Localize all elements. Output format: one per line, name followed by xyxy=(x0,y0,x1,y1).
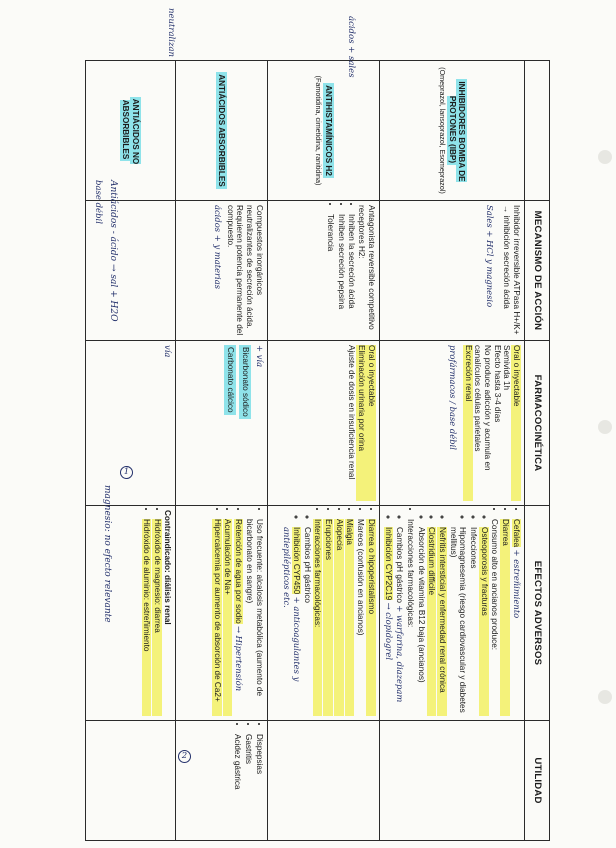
drug-name: ANTIÁCIDOS ABSORBIBLES xyxy=(216,74,226,187)
table-row xyxy=(379,61,524,841)
list-item: Ajuste de dosis en insuficiencia renal xyxy=(347,345,357,480)
drug-name-cell xyxy=(379,61,524,201)
table-row xyxy=(85,61,175,841)
handwritten-note: ácidos + y materias xyxy=(212,205,223,290)
list-item: • Inhiben secreción pepsina xyxy=(336,214,346,336)
binder-hole xyxy=(598,690,612,704)
list-item: Oral o inyectable xyxy=(511,345,521,501)
drug-comparison-table xyxy=(85,60,550,841)
list-item: ◦ Hipomagnesemia (riesgo cardiovascular y diabetes mellitus) xyxy=(448,527,467,716)
list-item: Semivida 1h xyxy=(502,345,512,391)
list-item: Carbonato cálcico xyxy=(225,347,235,413)
header-utilidad: UTILIDAD xyxy=(525,721,550,841)
binder-hole xyxy=(598,150,612,164)
drug-examples: (Omeprazol, lansoprazol, Esomeprazol) xyxy=(437,67,447,194)
drug-name: ANTIÁCIDOS NO ABSORBIBLES xyxy=(121,98,140,165)
list-item: ◦ Absorción de vitamina B12 baja (ancianos) xyxy=(416,527,426,716)
header-farmacocinetica: FARMACOCINÉTICA xyxy=(525,341,550,506)
utilidad-cell xyxy=(379,721,524,841)
drug-examples: (Famotidina, cimetidina, ranitidina) xyxy=(314,75,324,186)
list-item: • Hidróxido de aluminio: estreñimiento xyxy=(142,519,152,716)
list-item: ◦ Cambios pH gástrico xyxy=(302,527,312,716)
drug-table-sheet xyxy=(120,60,550,840)
list-item: ◦ Clostridium difficile xyxy=(427,527,437,716)
list-item: • Erupciones xyxy=(323,519,333,716)
drug-name-cell xyxy=(175,61,267,201)
mecanismo-cell xyxy=(379,201,524,341)
header-mecanismo: MECANISMO DE ACCIÓN xyxy=(525,201,550,341)
handwritten-note: vía xyxy=(162,345,173,358)
list-item: • Tolerancia xyxy=(325,214,335,336)
handwritten-note: + vía xyxy=(254,345,265,368)
list-item: • Hidróxido de magnesio: diarrea xyxy=(152,519,162,716)
utilidad-cell xyxy=(85,721,175,841)
list-item: • Uso frecuente: alcalosis metabólica (aumento de bicarbonato en sangre) xyxy=(244,519,263,716)
list-item: • Diarrea o hipoperistalismo xyxy=(366,519,376,716)
mecanismo-cell xyxy=(267,201,379,341)
list-item: No produce adicción y acumula en canalículos células parietales xyxy=(473,345,492,471)
list-item: • Consumo alto en ancianos produce: xyxy=(490,519,500,716)
list-item: Efecto hasta 3-4 días xyxy=(492,345,502,423)
efectos-cell xyxy=(175,506,267,721)
mecanismo-text: Inhibidor irreversible ATPasa H+/K+ → inhibición secreción ácida xyxy=(502,205,521,335)
margin-note: neutralizan xyxy=(166,8,176,57)
list-item: • Dispepsias xyxy=(254,734,264,836)
mecanismo-text: Antagonista reversible competitivo receptores H2: xyxy=(356,205,376,330)
efectos-cell xyxy=(85,506,175,721)
binder-hole xyxy=(598,420,612,434)
list-item: ◦ Infecciones xyxy=(468,527,478,716)
drug-name: ANTIHISTAMÍNICOS H2 xyxy=(323,85,333,176)
table-row xyxy=(175,61,267,841)
list-item: Bicarbonato sódico xyxy=(240,347,250,417)
list-item: • Acumulación de Na+ xyxy=(223,519,233,716)
list-item: • Interacciones farmacológicas: xyxy=(313,519,323,716)
drug-name-cell xyxy=(267,61,379,201)
circled-number: 2 xyxy=(178,750,191,763)
list-item: Eliminación urinaria por orina xyxy=(356,345,366,501)
list-item: • Inhiben la secreción ácida xyxy=(347,214,357,336)
list-item: • Retención de agua por sodio → Hipertensión xyxy=(233,519,243,716)
table-row xyxy=(267,61,379,841)
list-item: • Interacciones farmacológicas: xyxy=(405,519,415,716)
header-row xyxy=(525,61,550,841)
farmaco-cell xyxy=(175,341,267,506)
list-item: • Hipercalcemia por aumento de absorción de Ca2+ xyxy=(212,519,222,716)
list-item: ◦ Inhibición CYP450 + anticoagulantes y antiepilépticos etc. xyxy=(281,527,301,716)
handwritten-note: Sales + HCl y magnesio xyxy=(484,205,495,308)
margin-note: ácidos + sales xyxy=(346,16,356,78)
list-item: Excreción renal xyxy=(463,345,473,501)
list-item: • Mareos (confusión en ancianos) xyxy=(355,519,365,716)
mecanismo-cell xyxy=(175,201,267,341)
mecanismo-text: Compuestos inorgánicos neutralizantes de secreción ácida. Requieren potencia permanente del compuesto. xyxy=(225,205,264,336)
list-item: ◦ Inhibición CYP2C19 → clopidogrel xyxy=(384,527,394,716)
margin-note: magnesio: no efecto relevante xyxy=(102,485,112,623)
efectos-cell xyxy=(267,506,379,721)
drug-name: INHIBIDORES BOMBA DE PROTONES (IBP) xyxy=(447,81,467,182)
list-item: ◦ Cambios pH gástrico + warfarina, diazepam xyxy=(394,527,404,716)
list-item: ◦ Nefritis intersticial y enfermedad renal crónica xyxy=(437,527,447,716)
header-efectos: EFECTOS ADVERSOS xyxy=(525,506,550,721)
list-item: Contraindicado: diálisis renal xyxy=(162,510,172,625)
list-item: Oral o inyectable xyxy=(366,345,376,501)
farmaco-cell xyxy=(85,341,175,506)
handwritten-note: profármacos / base débil xyxy=(447,345,458,450)
list-item: • Acidez gástrica xyxy=(233,734,243,836)
margin-note: base débil xyxy=(93,180,103,224)
efectos-cell xyxy=(379,506,524,721)
header-blank xyxy=(525,61,550,201)
list-item: • Alopecia xyxy=(334,519,344,716)
circled-number: 1 xyxy=(120,466,133,479)
list-item: • Gastritis xyxy=(243,734,253,836)
utilidad-cell xyxy=(267,721,379,841)
list-item: ◦ Osteoporosis y fracturas xyxy=(479,527,489,716)
list-item: • Diarrea xyxy=(500,519,510,716)
farmaco-cell xyxy=(267,341,379,506)
list-item: • Mialgia xyxy=(345,519,355,716)
list-item: • Cefalea + estreñimiento xyxy=(511,519,521,716)
utilidad-cell xyxy=(175,721,267,841)
farmaco-cell xyxy=(379,341,524,506)
margin-note: Antiácidos - ácido → sal + H2O xyxy=(108,180,118,322)
